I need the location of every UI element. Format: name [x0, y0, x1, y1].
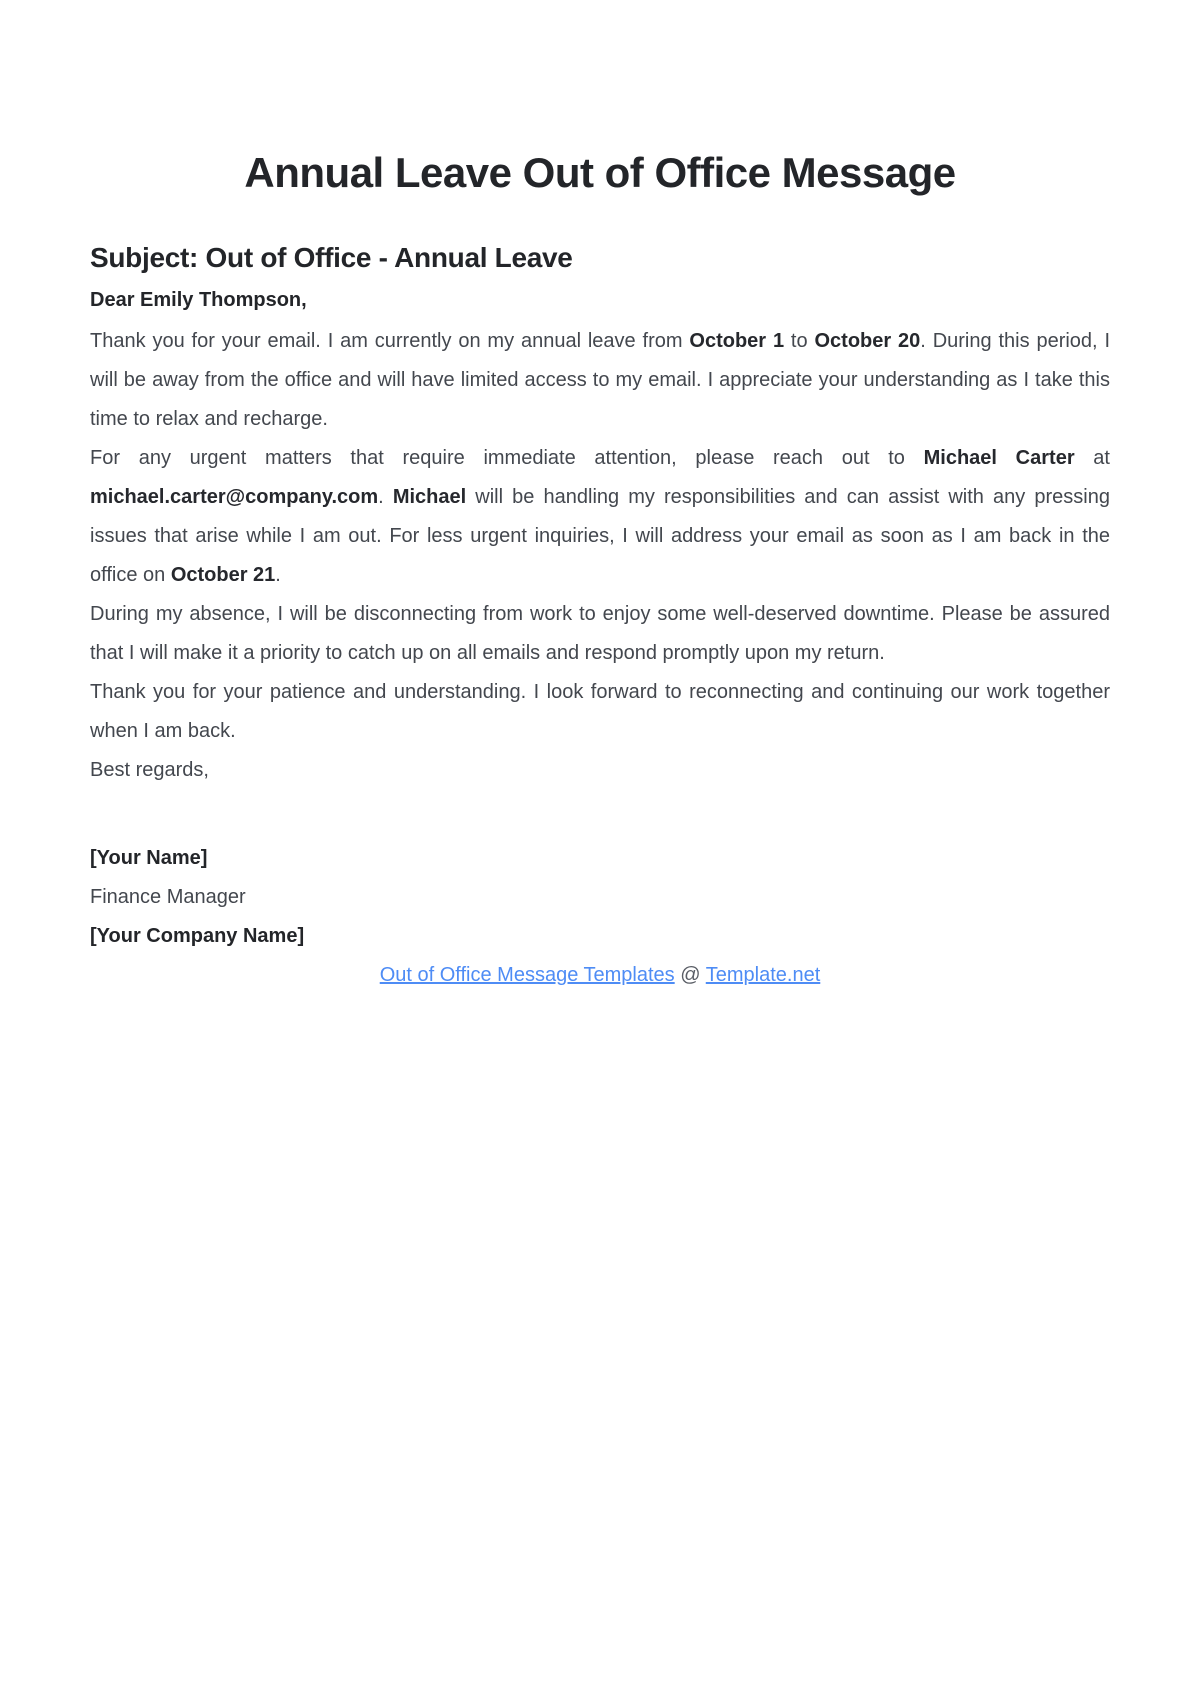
text: Thank you for your patience and understanding. I look forward to reconnecting and continuing our work together when I am back.	[90, 681, 1110, 742]
signature-company: [Your Company Name]	[90, 925, 305, 947]
text: at	[1074, 447, 1110, 469]
bold-text: Michael	[392, 486, 467, 508]
bold-text: October 21	[170, 564, 276, 586]
subject-heading: Subject: Out of Office - Annual Leave	[90, 242, 573, 273]
text: Thank you for your email. I am currently on my annual leave from	[90, 330, 690, 352]
paragraph	[90, 439, 1110, 595]
signature-role: Finance Manager	[90, 886, 246, 908]
signature-block	[90, 839, 1110, 956]
text: will be handling my responsibilities and can assist with any pressing issues that arise while I am out. For less urgent inquiries, I will address your email as soon as I am back in the office on	[90, 486, 1110, 586]
signature-name: [Your Name]	[90, 847, 208, 869]
letter-body	[90, 322, 1110, 751]
text: During my absence, I will be disconnecting from work to enjoy some well-deserved downtime. Please be assured that I will make it a priority to catch up on all emails and respond promptly upon my return.	[90, 603, 1110, 664]
closing-line: Best regards,	[90, 759, 209, 781]
text: For any urgent matters that require immediate attention, please reach out to	[90, 447, 924, 469]
bold-text: October 20	[814, 330, 921, 352]
text: .	[275, 564, 281, 586]
paragraph	[90, 673, 1110, 751]
bold-text: October 1	[689, 330, 785, 352]
footer-separator: @	[680, 964, 701, 986]
text: . During this period, I will be away from the office and will have limited access to my email. I appreciate your understanding as I take this time to relax and recharge.	[90, 330, 1111, 430]
out-of-office-templates-link[interactable]: Out of Office Message Templates	[379, 964, 675, 986]
footer-attribution	[90, 956, 1110, 995]
template-net-link[interactable]: Template.net	[705, 964, 821, 986]
bold-text: michael.carter@company.com	[90, 486, 379, 508]
salutation: Dear Emily Thompson,	[90, 289, 307, 311]
text: to	[784, 330, 815, 352]
paragraph	[90, 595, 1110, 673]
text: .	[378, 486, 393, 508]
paragraph	[90, 322, 1110, 439]
bold-text: Michael Carter	[923, 447, 1075, 469]
page-title: Annual Leave Out of Office Message	[244, 149, 956, 196]
